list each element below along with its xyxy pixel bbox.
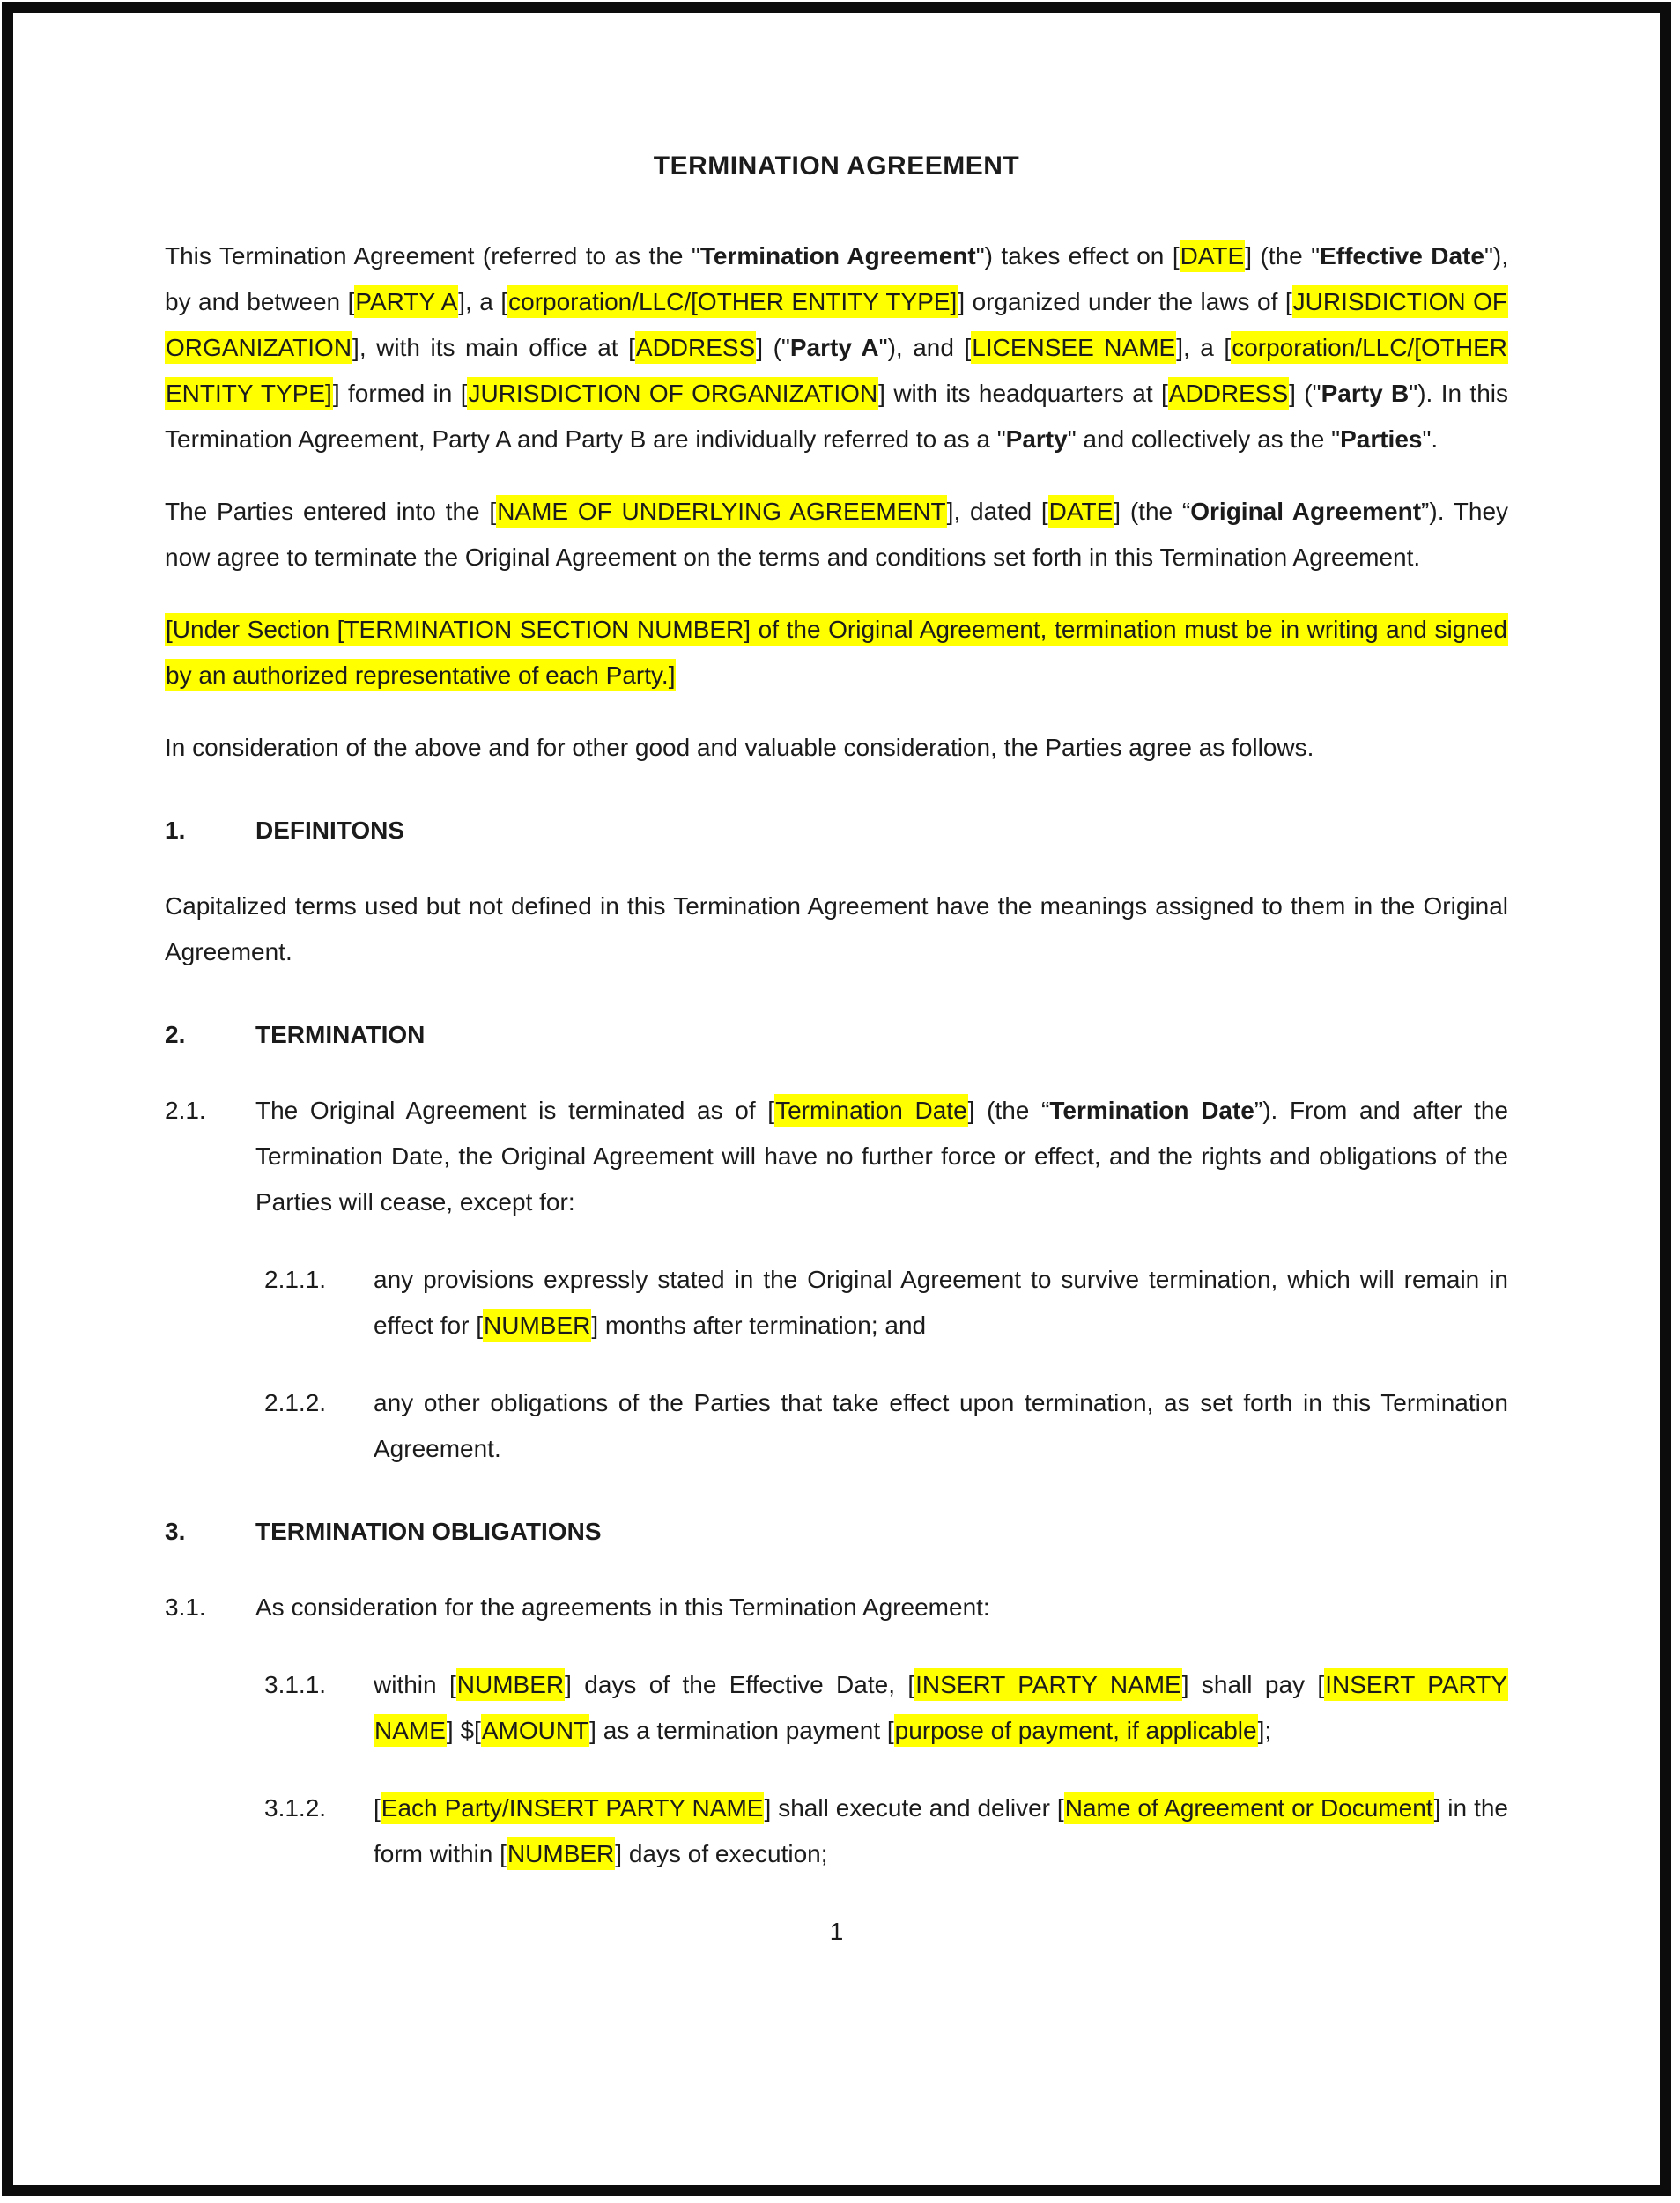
highlighted-placeholder: JURISDICTION OF ORGANIZATION	[165, 285, 1508, 364]
text-segment: ") takes effect on [	[975, 242, 1180, 270]
text-segment: ] in the form within [	[374, 1794, 1508, 1867]
highlighted-placeholder: JURISDICTION OF ORGANIZATION	[467, 377, 878, 410]
document-page	[13, 13, 1660, 1955]
text-segment: "). In this Termination Agreement, Party A and Party B are individually referred to as a "	[165, 380, 1508, 453]
section-3-number: 3.	[165, 1518, 186, 1545]
highlighted-placeholder: ADDRESS	[635, 331, 756, 364]
text-segment: ], dated [	[946, 498, 1048, 525]
highlighted-placeholder: Each Party/INSERT PARTY NAME	[381, 1792, 765, 1824]
highlighted-placeholder: purpose of payment, if applicable	[894, 1714, 1258, 1747]
text-segment: ] shall execute and deliver [	[764, 1794, 1064, 1822]
text-segment: ] days of the Effective Date, [	[565, 1671, 915, 1698]
text-segment: In consideration of the above and for other good and valuable consideration, the Parties agree as follows.	[165, 734, 1314, 761]
text-segment: ] ("	[1289, 380, 1321, 407]
text-segment: "), and [	[878, 334, 972, 361]
bold-text: Termination Date	[1049, 1097, 1254, 1124]
text-segment: ] (the "	[1245, 242, 1321, 270]
clause-3-1-1-number: 3.1.1.	[264, 1671, 327, 1698]
clause-2-1-row	[165, 1088, 1508, 1225]
text-segment: ] (the “	[967, 1097, 1050, 1124]
bold-text: Termination Agreement	[699, 242, 976, 270]
text-segment: The Original Agreement is terminated as of [	[255, 1097, 775, 1124]
text-segment: ], a [	[458, 288, 508, 315]
clause-2-1-1-body	[374, 1257, 1508, 1349]
bold-text: Effective Date	[1320, 242, 1484, 270]
text-segment: ], with its main office at [	[352, 334, 635, 361]
parties-entered-paragraph	[165, 489, 1508, 580]
clause-2-1-2-body	[374, 1380, 1508, 1472]
bold-text: Parties	[1340, 425, 1423, 453]
clause-2-1-1-number: 2.1.1.	[264, 1266, 327, 1293]
text-segment: ] $[	[446, 1717, 481, 1744]
clause-3-1-1-row	[165, 1662, 1508, 1754]
text-segment: Capitalized terms used but not defined in this Termination Agreement have the meanings assigned to them in the Original Agreement.	[165, 892, 1508, 965]
section-3-heading: TERMINATION OBLIGATIONS	[255, 1518, 602, 1545]
clause-3-1-1-body	[374, 1662, 1508, 1754]
bold-text: Party	[1005, 425, 1068, 453]
text-segment: ] as a termination payment [	[589, 1717, 894, 1744]
section-2-heading: TERMINATION	[255, 1021, 426, 1048]
highlighted-placeholder: Name of Agreement or Document	[1064, 1792, 1434, 1824]
text-segment: [	[374, 1794, 381, 1822]
clause-3-1-2-number: 3.1.2.	[264, 1794, 327, 1822]
bold-text: Party A	[789, 334, 879, 361]
clause-2-1-1-row	[165, 1257, 1508, 1349]
text-segment: ];	[1257, 1717, 1272, 1744]
text-segment: The Parties entered into the [	[165, 498, 497, 525]
page-number: 1	[829, 1918, 844, 1945]
highlighted-placeholder: INSERT PARTY NAME	[914, 1668, 1182, 1701]
highlighted-placeholder: corporation/LLC/[OTHER ENTITY TYPE]	[507, 285, 958, 318]
text-segment: ], a [	[1176, 334, 1232, 361]
text-segment: any provisions expressly stated in the Original Agreement to survive termination, which will remain in effect for [	[374, 1266, 1508, 1339]
text-segment: ] months after termination; and	[591, 1312, 927, 1339]
clause-2-1-number: 2.1.	[165, 1097, 206, 1124]
clause-3-1-row	[165, 1585, 1508, 1630]
highlighted-placeholder: NAME OF UNDERLYING AGREEMENT	[496, 495, 946, 528]
clause-definitions-body	[165, 883, 1508, 975]
text-segment: ] organized under the laws of [	[958, 288, 1292, 315]
highlighted-placeholder: corporation/LLC/[OTHER ENTITY TYPE]	[165, 331, 1508, 410]
highlighted-placeholder: LICENSEE NAME	[971, 331, 1176, 364]
bold-text: Original Agreement	[1190, 498, 1422, 525]
text-segment: within [	[374, 1671, 456, 1698]
section-3-heading-row	[165, 1509, 1508, 1555]
text-segment: any other obligations of the Parties that take effect upon termination, as set forth in this Termination Agreement.	[374, 1389, 1508, 1462]
clause-3-1-body	[255, 1585, 1508, 1630]
highlighted-placeholder: NUMBER	[483, 1309, 591, 1342]
text-segment: ] shall pay [	[1181, 1671, 1325, 1698]
highlighted-placeholder: ADDRESS	[1168, 377, 1289, 410]
highlighted-placeholder: DATE	[1048, 495, 1114, 528]
highlighted-placeholder: [Under Section [TERMINATION SECTION NUMBER] of the Original Agreement, termination must be in writing and signed by an authorized representative of each Party.]	[165, 613, 1508, 691]
highlighted-placeholder: NUMBER	[456, 1668, 565, 1701]
section-2-heading-row	[165, 1012, 1508, 1058]
clause-2-1-2-row	[165, 1380, 1508, 1472]
bold-text: Party B	[1321, 380, 1410, 407]
text-segment: "), by and between [	[165, 242, 1508, 315]
text-segment: " and collectively as the "	[1067, 425, 1341, 453]
text-segment: ] (the “	[1114, 498, 1191, 525]
section-2-number: 2.	[165, 1021, 186, 1048]
intro-paragraph	[165, 233, 1508, 462]
highlighted-placeholder: NUMBER	[507, 1837, 615, 1870]
text-segment: ".	[1422, 425, 1439, 453]
highlighted-placeholder: AMOUNT	[481, 1714, 589, 1747]
section-1-heading: DEFINITONS	[255, 817, 405, 844]
under-section-highlighted-paragraph	[165, 607, 1508, 699]
text-segment: ] ("	[756, 334, 790, 361]
highlighted-placeholder: Termination Date	[774, 1094, 968, 1127]
clause-3-1-2-row	[165, 1785, 1508, 1877]
clause-3-1-2-body	[374, 1785, 1508, 1877]
page-border	[2, 2, 1671, 2196]
text-segment: ] with its headquarters at [	[878, 380, 1168, 407]
text-segment: This Termination Agreement (referred to as the "	[165, 242, 700, 270]
highlighted-placeholder: INSERT PARTY NAME	[374, 1668, 1508, 1747]
section-1-heading-row	[165, 808, 1508, 854]
consideration-paragraph	[165, 725, 1508, 771]
document-title: TERMINATION AGREEMENT	[653, 152, 1020, 181]
text-segment: ”). They now agree to terminate the Original Agreement on the terms and conditions set forth in this Termination Agreement.	[165, 498, 1509, 571]
text-segment: ”). From and after the Termination Date, the Original Agreement will have no further force or effect, and the rights and obligations of the Parties will cease, except for:	[255, 1097, 1509, 1216]
highlighted-placeholder: DATE	[1180, 240, 1246, 272]
clause-3-1-number: 3.1.	[165, 1593, 206, 1621]
section-1-number: 1.	[165, 817, 186, 844]
text-segment: As consideration for the agreements in this Termination Agreement:	[255, 1593, 990, 1621]
text-segment: ] days of execution;	[615, 1840, 828, 1867]
clause-2-1-2-number: 2.1.2.	[264, 1389, 327, 1416]
clause-2-1-body	[255, 1088, 1508, 1225]
highlighted-placeholder: PARTY A	[354, 285, 458, 318]
text-segment: ] formed in [	[332, 380, 468, 407]
